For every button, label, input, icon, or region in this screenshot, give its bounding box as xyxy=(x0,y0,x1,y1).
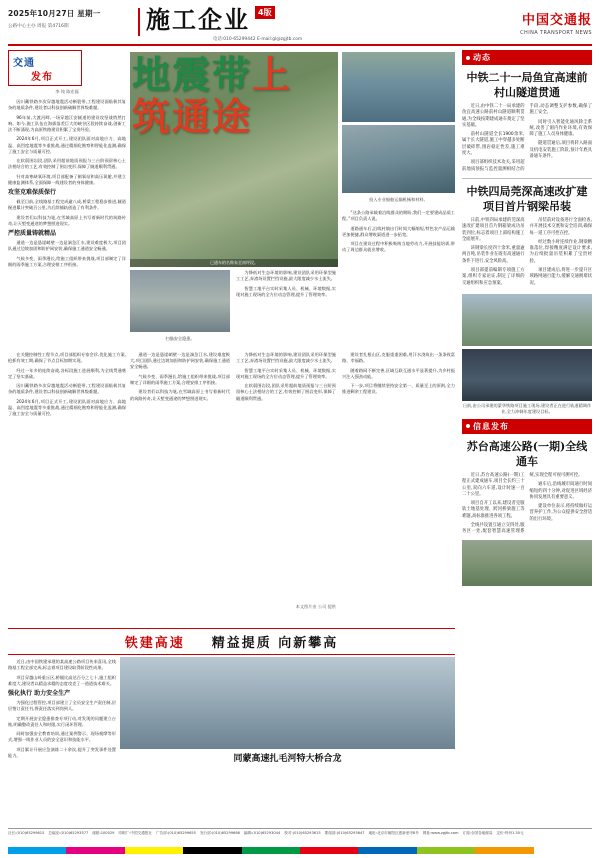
footer-item: 要闻部:(010)65293647 xyxy=(324,831,365,835)
headline-part-1: 地震带 xyxy=(132,52,253,97)
news-photo-night xyxy=(462,349,592,401)
lead-body-col1 xyxy=(8,99,126,268)
color-swatch xyxy=(475,847,533,854)
cont-col-4 xyxy=(342,352,455,399)
section-title: 施工企业 xyxy=(146,5,250,34)
mid-col-1 xyxy=(8,659,116,763)
color-swatch xyxy=(358,847,416,854)
paragraph: 在软弱围岩段,团队采用超前地质预报与三台阶预留核心土法相结合的工艺,有效控制了围岩变形,保障了隧道顺利贯通。 xyxy=(236,383,336,401)
news-photo-caption: 日前,由公司承建的蒙华铁路项目施工现场,建设者正在进行轨道精调作业,全力冲刺年度建设目标。 xyxy=(462,402,592,414)
main-column xyxy=(8,50,455,834)
footer-item: 校对:(010)65293615 xyxy=(284,831,321,835)
right-column xyxy=(462,50,592,586)
color-registration-bar xyxy=(8,847,592,854)
brand-name-cn: 中国交通报 xyxy=(521,13,592,28)
footer-item: 邮箱:100029 xyxy=(92,831,115,835)
paragraph: 截至目前,全线路基工程完成逾八成,桥梁工程稳步推进,隧道掘进累计突破百公里,为后续铺轨创造了有利条件。 xyxy=(8,199,126,211)
masthead-left xyxy=(8,8,100,32)
paragraph: 该钢梁长度四十余米,重量逾两百吨,吊装作业在既有高速通行条件下进行,安全风险高。 xyxy=(462,246,525,264)
paragraph: 建设单位表示,将持续做好运营养护工作,为公众提供安全舒适的出行环境。 xyxy=(529,504,592,522)
subheading: 攻坚克难保质保行 xyxy=(8,189,57,197)
footer-item: 网址:www.zgjtb.com xyxy=(422,831,459,835)
footer-info xyxy=(8,828,592,836)
mid-title-right: 精益提质 向新攀高 xyxy=(211,636,339,651)
section-header-label: 动态 xyxy=(473,53,491,62)
lead-photo-river xyxy=(342,52,455,122)
mid-title-left: 铁建高速 xyxy=(124,636,185,651)
color-swatch xyxy=(300,847,358,854)
paragraph: 经过数小时连续作业,钢梁精准落位,焊接精度满足设计要求,为后续批量吊装积累了宝贵经验。 xyxy=(529,239,592,264)
news-body xyxy=(462,473,592,536)
paragraph: 为降低对生态环境的影响,建设团队采用环保型施工工艺,弃渣场设置拦挡设施,最大限度减少水土流失。 xyxy=(236,270,336,282)
paragraph: 隧道贯通后,项目将转入路面及机电安装施工阶段,预计年底具备通车条件。 xyxy=(529,141,592,160)
lead-continuation xyxy=(8,352,455,622)
paragraph: 因川藏铁路多次穿越地震活动断裂带,工程建设面临极其复杂的地质条件,建设者以科技创新破解世界级难题。 xyxy=(8,99,126,111)
masthead-contact: 电话:010-65299442 E-mail:gl@zgjtb.com xyxy=(213,37,303,42)
article-byline: 李 纯 陈宏磊 xyxy=(55,89,79,94)
footer-item: 总编室:(010)65293577 xyxy=(48,831,89,835)
footer-item: 发行部:(010)65299666 xyxy=(199,831,240,835)
paragraph: 建设者们以科技为笔,在雪域高原上书写着新时代的筑路传奇,让天堑变通途的梦想照进现实。 xyxy=(8,214,126,226)
lead-body-col2b xyxy=(236,270,336,301)
news-item-2 xyxy=(462,184,592,415)
news-item-3 xyxy=(462,439,592,586)
news-photo-drone xyxy=(462,540,592,586)
footer-item: 广告部:(010)65299655 xyxy=(156,831,196,835)
paragraph: “这条公路承载着沿线群众的期盼,我们一定要建成品质工程。”项目负责人说。 xyxy=(342,210,455,222)
paragraph: 针对高寒缺氧环境,项目部配备了制氧站和高压氧舱,并建立健康监测体系,全面保障一线建设者的身体健康。 xyxy=(8,173,126,186)
bullet-icon xyxy=(466,56,470,60)
color-swatch xyxy=(8,847,66,854)
paragraph: 因川藏铁路多次穿越地震活动断裂带,工程建设面临极其复杂的地质条件,建设者以科技创新破解世界级难题。 xyxy=(8,383,126,395)
mid-feature-banner xyxy=(8,628,455,655)
paragraph: 全线共设置互通立交四处,服务区一处,配套智慧高速管理系统,实现全程可视可测可控。 xyxy=(462,472,583,535)
footer-item: 印刷厂:中国交通报社 xyxy=(118,831,152,835)
masthead-rule xyxy=(138,8,140,36)
paragraph: 近日,由中国铁建承建的某高速公路项目传来喜讯,全线路基工程全部完成,标志着项目建设取得阶段性成果。 xyxy=(8,659,116,671)
paragraph: 道路通车后,沿线村镇出行时间大幅缩短,特色农产品运输更加便捷,群众增收渠道进一步拓宽。 xyxy=(342,225,455,237)
paragraph: 气候多变、雨季漫长,给施工组织带来挑战,项目部制定了详细的雨季施工方案,合理安排工序衔接。 xyxy=(130,373,230,385)
paragraph: 项目在建设过程中积极吸纳当地劳动力,开展技能培训,带动了周边群众就业增收。 xyxy=(342,241,455,253)
section-header-announcements xyxy=(462,419,592,434)
footer-item: 地址:北京市朝阳区惠新里甲8号 xyxy=(368,831,419,835)
cont-col-3 xyxy=(236,352,336,405)
publication-date: 2025年10月27日 星期一 xyxy=(8,9,101,18)
paragraph: 项目累计开展应急演练二十余次,提升了突发事件处置能力。 xyxy=(8,747,116,759)
lead-left-col xyxy=(8,50,126,272)
news-body xyxy=(462,104,592,173)
paragraph: 定期开展安全隐患排查专项行动,对发现的问题建立台账,明确整改责任人和时限,实行闭环管理。 xyxy=(8,715,116,727)
mid-feature-photo xyxy=(120,657,455,749)
color-swatch xyxy=(242,847,300,854)
paragraph: 近日,苏台高速公路(一期)工程正式建成通车,项目全长约三十公里,双向六车道,设计时速一百二十公里。 xyxy=(462,472,525,497)
section-header-label: 信息发布 xyxy=(473,421,509,431)
news-title: 中铁四局莞深高速改扩建项目首片钢梁吊装 xyxy=(466,184,588,213)
paragraph: 在关键控制性工程节点,项目部组织专家会诊,优化施工方案,抢抓有效工期,确保了节点目标如期实现。 xyxy=(8,352,126,364)
logo-line-1: 交通 xyxy=(13,58,35,69)
brand-name-en: CHINA TRANSPORT NEWS xyxy=(520,30,592,36)
color-swatch xyxy=(183,847,241,854)
paragraph: 项目自开工以来,建设者克服软土地基处理、跨河桥梁施工等难题,高标准推进各项工程。 xyxy=(462,501,525,519)
divider xyxy=(462,178,592,179)
mid-feature-body xyxy=(8,659,455,834)
paragraph: 建设者们以科技为笔,在雪域高原上书写着新时代的筑路传奇,让天堑变通途的梦想照进现实。 xyxy=(130,389,230,401)
lead-photo-main-caption: 已通车的名称朱至南坪段。 xyxy=(130,259,338,267)
paragraph: 2024年6月,项目正式开工,建设团队面对高地应力、高地温、高烈度地震等多重挑战,通过精细化勘察和智能化监测,确保了施工安全与质量可控。 xyxy=(8,399,126,417)
footer-item: 编辑:(010)65293044 xyxy=(243,831,281,835)
cont-col-1 xyxy=(8,352,126,421)
paragraph: 项目建成后,将进一步提升区域路网通行能力,缓解交通拥堵状况。 xyxy=(529,268,592,286)
mid-feature-title xyxy=(8,632,455,651)
news-title: 中铁二十一局鱼宜高速前村山隧道贯通 xyxy=(466,71,588,99)
masthead xyxy=(8,6,592,46)
paragraph: 通道一边是悬崖峭壁一边是湍急江水,建设难度极大,项目团队通过边坡加固和防护网安装,确保施工通道安全畅通。 xyxy=(8,240,126,252)
news-body xyxy=(462,218,592,290)
lead-photo-inspect xyxy=(130,270,230,332)
lead-photo-ship xyxy=(342,125,455,193)
color-swatch xyxy=(125,847,183,854)
paragraph: 经过一年多的连续奋战,各标段施工进展顺利,为全线贯通奠定了坚实基础。 xyxy=(8,367,126,379)
mid-feature-photo-caption: 同蒙高速扎毛河特大桥合龙 xyxy=(233,754,342,764)
paragraph: 同时加强安全教育培训,通过案例警示、现场观摩等形式,增强一线作业人员的安全意识和技能水平。 xyxy=(8,731,116,743)
paragraph: 智慧工地平台实时采集人员、机械、环境数据,实现对施工现场的全方位动态管理,提升了管理效率。 xyxy=(236,367,336,379)
footer-item: 订阅:全国各地邮局 xyxy=(462,831,493,835)
paragraph: 建设者扎根山区,克服重重困难,用汗水浇筑出一条条致富路、幸福路。 xyxy=(342,352,455,364)
lead-photo-inspect-caption: 扫描安全隐患。 xyxy=(165,336,195,341)
paragraph: 96年前,大渡河畔,一场穿越江安隧道的建设攻坚战悄然打响。如今,施工队伍在海拔落差巨大的峡谷区段持续奋战,创新工法不断涌现,为高原铁路建设积累了宝贵经验。 xyxy=(8,114,126,132)
paragraph: 吊装前对设备进行全面检查,并开展技术交底和安全培训,确保每一道工序可控在控。 xyxy=(529,217,592,236)
paragraph: 为强化过程管控,项目部建立了全员安全生产责任制,层层签订责任书,将责任落实到岗到人。 xyxy=(8,699,116,712)
logo-line-2: 发布 xyxy=(31,72,53,83)
publish-logo xyxy=(8,50,82,86)
news-item-1 xyxy=(462,70,592,173)
paragraph: 同时引入智能化通风除尘系统,改善了洞内作业环境,有效保障了施工人员身体健康。 xyxy=(529,119,592,138)
section-header-news xyxy=(462,50,592,65)
subheading: 强化执行 助力安全生产 xyxy=(8,689,71,697)
paragraph: 近日,由中铁二十一局承建的鱼宜高速公路前村山隧道顺利贯通,为全线按期建成通车奠定了坚实基础。 xyxy=(462,104,525,128)
paragraph: 2024年6月,项目正式开工,建设团队面对高地应力、高地温、高烈度地震等多重挑战,通过精细化勘察和智能化监测,确保了施工安全与质量可控。 xyxy=(8,136,126,154)
news-photo-rail xyxy=(462,294,592,346)
issue-info: 公路中心主办 周报 第4716期 xyxy=(8,24,69,29)
lead-body-col4 xyxy=(342,210,455,257)
paragraph: 日前,中铁四局承建的莞深高速改扩建项目首片钢箱梁成功吊装到位,标志着项目上部结构施工全面展开。 xyxy=(462,217,525,242)
lead-headline xyxy=(132,54,332,138)
news-title: 苏台高速公路(一期)全线通车 xyxy=(466,439,588,468)
edition-badge: 4版 xyxy=(255,6,275,19)
paragraph: 通车后,沿线城市间通行时间缩短约四十分钟,对促进区域经济协同发展具有重要意义。 xyxy=(529,482,592,500)
paragraph: 在软弱围岩段,团队采用超前地质预报与三台阶预留核心土法相结合的工艺,有效控制了围岩变形,保障了隧道顺利贯通。 xyxy=(8,158,126,170)
cont-col-2 xyxy=(130,352,230,405)
photo-credit: 本文图片由 公司 提供 xyxy=(295,604,336,609)
footer-item: 定价:每份1.50元 xyxy=(496,831,524,835)
paragraph: 项目部提前编制专项施工方案,组织专家论证,制定了详细的交通组织和应急预案。 xyxy=(462,268,525,286)
bullet-icon xyxy=(466,424,470,428)
color-swatch xyxy=(534,847,592,854)
lead-top-block xyxy=(8,50,455,350)
footer-item: 社长:(010)65299615 xyxy=(8,831,45,835)
paragraph: 随着路网不断完善,区域互联互通水平显著提升,为乡村振兴注入强劲动能。 xyxy=(342,367,455,379)
paragraph: 为降低对生态环境的影响,建设团队采用环保型施工工艺,弃渣场设置拦挡设施,最大限度减少水土流失。 xyxy=(236,352,336,364)
paragraph: 通道一边是悬崖峭壁一边是湍急江水,建设难度极大,项目团队通过边坡加固和防护网安装,确保施工通道安全畅通。 xyxy=(130,352,230,370)
paragraph: 项目穿越山岭重丘区,桥隧比高达百分之七十,施工组织难度大,建设者以精益求精的态度攻克了一道道技术难关。 xyxy=(8,674,116,686)
subheading: 严控质量铸就精品 xyxy=(8,230,57,238)
color-swatch xyxy=(417,847,475,854)
paragraph: 前村山隧道全长1900余米,属于长大隧道,施工中穿越多处断层破碎带,围岩稳定性差,施工难度大。 xyxy=(462,132,525,157)
headline-part-2: 上筑通途 xyxy=(132,52,293,139)
color-swatch xyxy=(66,847,124,854)
paragraph: 气候多变、雨季漫长,给施工组织带来挑战,项目部制定了详细的雨季施工方案,合理安排工序衔接。 xyxy=(8,255,126,267)
masthead-center xyxy=(138,6,275,36)
paragraph: 项目部组织技术攻关,采用超前地质预报与监控量测相结合的手段,动态调整支护参数,确保了施工安全。 xyxy=(462,104,592,172)
paragraph: 智慧工地平台实时采集人员、机械、环境数据,实现对施工现场的全方位动态管理,提升了管理效率。 xyxy=(236,285,336,297)
lead-photo-ship-caption: 投入专业船舶运输机械和材料。 xyxy=(369,197,428,202)
paragraph: 下一步,项目将继续坚持安全第一、质量至上的原则,全力推进剩余工程建设。 xyxy=(342,383,455,395)
masthead-brand xyxy=(520,9,592,36)
